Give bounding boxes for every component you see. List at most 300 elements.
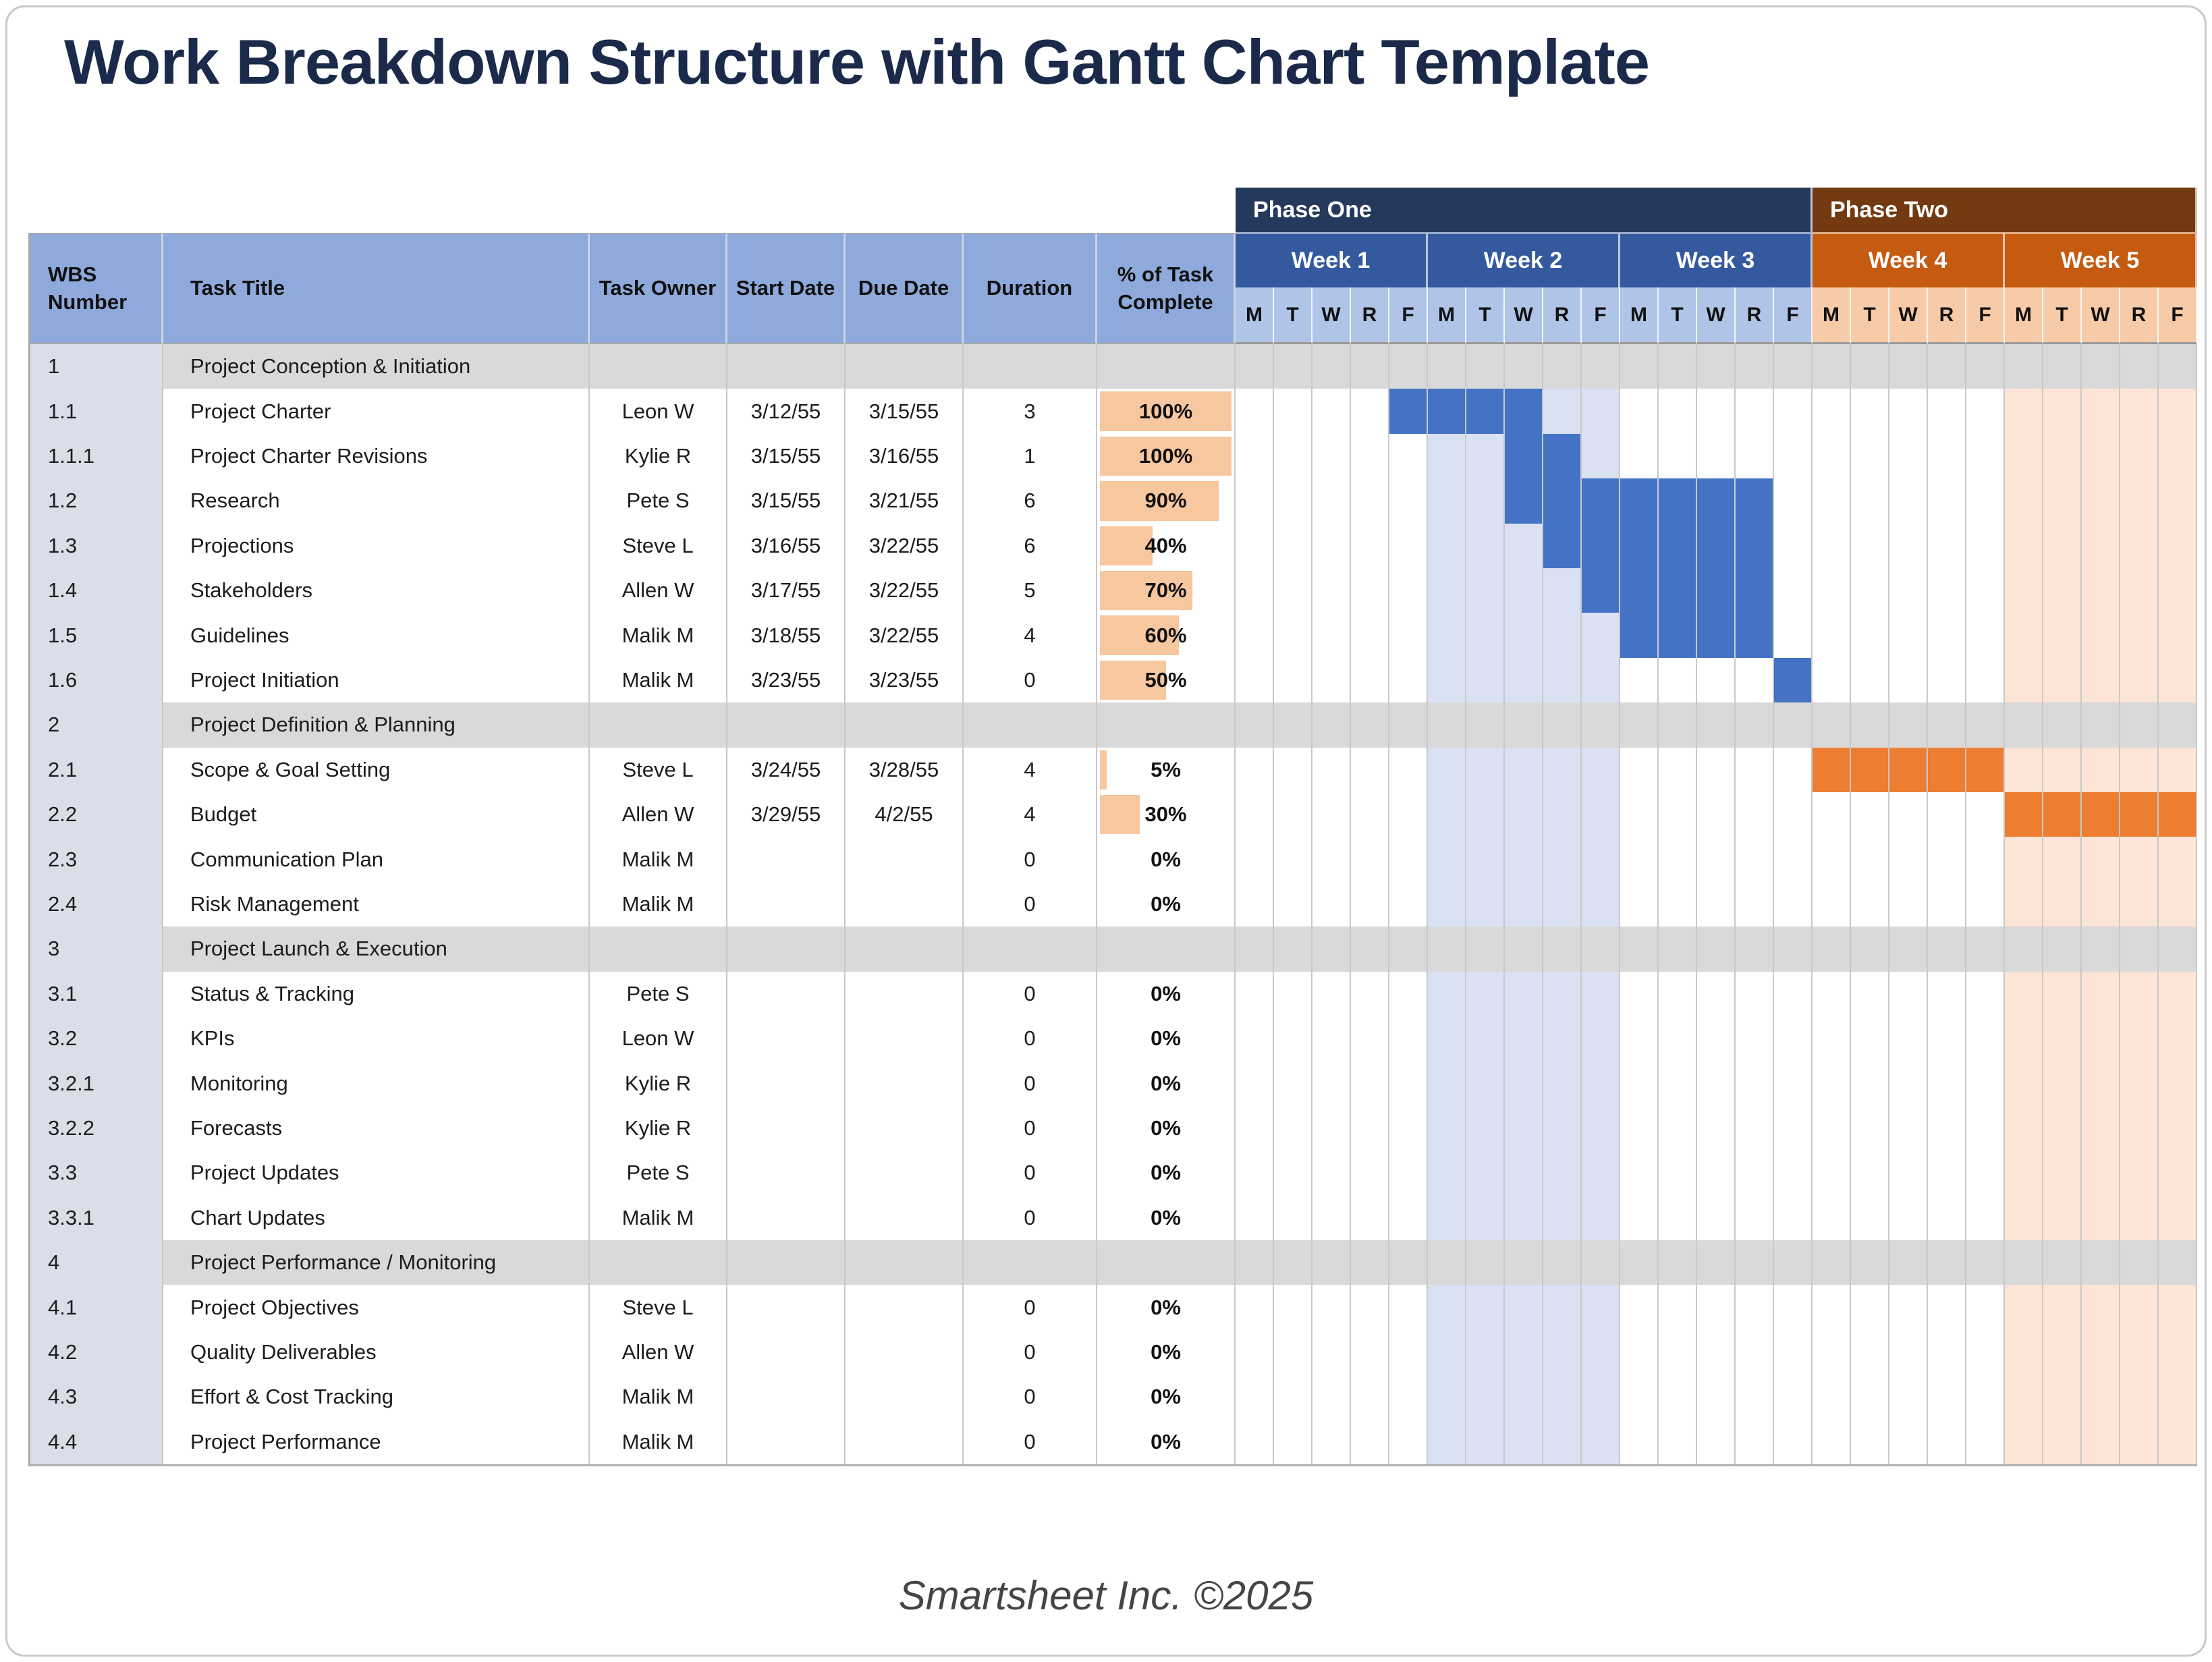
gantt-day-cell[interactable] bbox=[1389, 344, 1428, 389]
gantt-day-cell[interactable] bbox=[2082, 1106, 2120, 1151]
gantt-day-cell[interactable] bbox=[1774, 1285, 1813, 1329]
gantt-day-cell[interactable] bbox=[1582, 344, 1620, 389]
gantt-day-cell[interactable] bbox=[1813, 972, 1851, 1016]
gantt-day-cell[interactable] bbox=[1966, 344, 2005, 389]
task-owner-cell[interactable]: Leon W bbox=[590, 1016, 727, 1061]
wbs-cell[interactable]: 4.3 bbox=[28, 1375, 163, 1419]
gantt-day-cell[interactable] bbox=[1620, 1061, 1659, 1105]
gantt-day-cell[interactable] bbox=[1813, 837, 1851, 881]
gantt-day-cell[interactable] bbox=[2082, 1330, 2120, 1375]
gantt-day-cell[interactable] bbox=[1543, 1106, 1582, 1151]
gantt-day-cell[interactable] bbox=[1966, 658, 2005, 702]
gantt-day-cell[interactable] bbox=[2120, 613, 2159, 657]
gantt-day-cell[interactable] bbox=[1697, 1375, 1736, 1419]
gantt-day-cell[interactable] bbox=[1966, 748, 2005, 792]
task-title-cell[interactable]: Effort & Cost Tracking bbox=[163, 1375, 590, 1419]
gantt-day-cell[interactable] bbox=[2120, 748, 2159, 792]
wbs-cell[interactable]: 1 bbox=[28, 344, 163, 389]
gantt-day-cell[interactable] bbox=[1351, 837, 1389, 881]
gantt-day-cell[interactable] bbox=[1389, 882, 1428, 926]
gantt-day-cell[interactable] bbox=[1774, 1420, 1813, 1464]
duration-cell[interactable]: 0 bbox=[964, 1375, 1097, 1419]
wbs-cell[interactable]: 3.2 bbox=[28, 1016, 163, 1061]
gantt-day-cell[interactable] bbox=[1620, 613, 1659, 657]
gantt-day-cell[interactable] bbox=[1428, 1151, 1466, 1195]
gantt-day-cell[interactable] bbox=[2082, 837, 2120, 881]
task-owner-cell[interactable]: Allen W bbox=[590, 792, 727, 837]
start-date-cell[interactable]: 3/15/55 bbox=[727, 478, 846, 523]
gantt-day-cell[interactable] bbox=[1351, 702, 1389, 747]
gantt-day-cell[interactable] bbox=[1543, 702, 1582, 747]
gantt-day-cell[interactable] bbox=[1928, 613, 1966, 657]
gantt-day-cell[interactable] bbox=[1274, 1240, 1312, 1285]
gantt-day-cell[interactable] bbox=[1851, 344, 1889, 389]
gantt-day-cell[interactable] bbox=[1582, 1016, 1620, 1061]
task-owner-cell[interactable]: Steve L bbox=[590, 748, 727, 792]
gantt-day-cell[interactable] bbox=[1659, 524, 1697, 568]
gantt-day-cell[interactable] bbox=[1389, 434, 1428, 478]
task-owner-cell[interactable] bbox=[590, 702, 727, 747]
gantt-day-cell[interactable] bbox=[1736, 478, 1774, 523]
gantt-day-cell[interactable] bbox=[1774, 434, 1813, 478]
gantt-day-cell[interactable] bbox=[1736, 748, 1774, 792]
gantt-day-cell[interactable] bbox=[1813, 1240, 1851, 1285]
task-title-cell[interactable]: Project Launch & Execution bbox=[163, 926, 590, 971]
gantt-day-cell[interactable] bbox=[1966, 1016, 2005, 1061]
gantt-day-cell[interactable] bbox=[2005, 524, 2043, 568]
gantt-day-cell[interactable] bbox=[2159, 524, 2197, 568]
pct-complete-cell[interactable] bbox=[1097, 1330, 1236, 1375]
gantt-day-cell[interactable] bbox=[1966, 837, 2005, 881]
gantt-day-cell[interactable] bbox=[1351, 344, 1389, 389]
gantt-day-cell[interactable] bbox=[1697, 1330, 1736, 1375]
gantt-day-cell[interactable] bbox=[1236, 434, 1274, 478]
gantt-day-cell[interactable] bbox=[1966, 434, 2005, 478]
gantt-day-cell[interactable] bbox=[1466, 478, 1505, 523]
gantt-day-cell[interactable] bbox=[1966, 1285, 2005, 1329]
start-date-cell[interactable] bbox=[727, 344, 846, 389]
gantt-day-cell[interactable] bbox=[2005, 1106, 2043, 1151]
start-date-cell[interactable] bbox=[727, 972, 846, 1016]
gantt-day-cell[interactable] bbox=[1620, 1151, 1659, 1195]
gantt-day-cell[interactable] bbox=[1428, 1420, 1466, 1464]
gantt-day-cell[interactable] bbox=[2159, 1151, 2197, 1195]
gantt-day-cell[interactable] bbox=[1620, 882, 1659, 926]
gantt-day-cell[interactable] bbox=[1774, 748, 1813, 792]
duration-cell[interactable]: 0 bbox=[964, 1106, 1097, 1151]
gantt-day-cell[interactable] bbox=[1851, 389, 1889, 433]
gantt-day-cell[interactable] bbox=[1543, 613, 1582, 657]
due-date-cell[interactable] bbox=[846, 344, 964, 389]
gantt-day-cell[interactable] bbox=[1928, 1151, 1966, 1195]
gantt-day-cell[interactable] bbox=[2159, 1285, 2197, 1329]
gantt-day-cell[interactable] bbox=[2159, 882, 2197, 926]
gantt-day-cell[interactable] bbox=[1543, 926, 1582, 971]
gantt-day-cell[interactable] bbox=[1582, 1196, 1620, 1240]
due-date-cell[interactable] bbox=[846, 1285, 964, 1329]
gantt-day-cell[interactable] bbox=[1736, 1420, 1774, 1464]
due-date-cell[interactable] bbox=[846, 1016, 964, 1061]
gantt-day-cell[interactable] bbox=[1466, 1240, 1505, 1285]
gantt-day-cell[interactable] bbox=[1620, 389, 1659, 433]
gantt-day-cell[interactable] bbox=[1582, 434, 1620, 478]
gantt-day-cell[interactable] bbox=[2082, 344, 2120, 389]
gantt-day-cell[interactable] bbox=[1966, 792, 2005, 837]
gantt-day-cell[interactable] bbox=[1736, 658, 1774, 702]
start-date-cell[interactable] bbox=[727, 837, 846, 881]
gantt-day-cell[interactable] bbox=[1774, 882, 1813, 926]
gantt-day-cell[interactable] bbox=[1813, 434, 1851, 478]
gantt-day-cell[interactable] bbox=[1620, 1016, 1659, 1061]
gantt-day-cell[interactable] bbox=[1428, 434, 1466, 478]
gantt-day-cell[interactable] bbox=[2159, 1016, 2197, 1061]
gantt-day-cell[interactable] bbox=[1889, 1151, 1928, 1195]
task-owner-cell[interactable]: Malik M bbox=[590, 837, 727, 881]
gantt-day-cell[interactable] bbox=[1889, 658, 1928, 702]
gantt-day-cell[interactable] bbox=[1428, 658, 1466, 702]
gantt-day-cell[interactable] bbox=[1889, 1420, 1928, 1464]
gantt-day-cell[interactable] bbox=[1466, 1330, 1505, 1375]
duration-cell[interactable]: 4 bbox=[964, 748, 1097, 792]
gantt-day-cell[interactable] bbox=[1736, 792, 1774, 837]
gantt-day-cell[interactable] bbox=[1813, 613, 1851, 657]
gantt-day-cell[interactable] bbox=[1312, 972, 1351, 1016]
task-title-cell[interactable]: Communication Plan bbox=[163, 837, 590, 881]
gantt-day-cell[interactable] bbox=[1582, 926, 1620, 971]
gantt-day-cell[interactable] bbox=[1543, 882, 1582, 926]
gantt-day-cell[interactable] bbox=[1966, 882, 2005, 926]
gantt-day-cell[interactable] bbox=[2159, 1240, 2197, 1285]
task-owner-cell[interactable]: Steve L bbox=[590, 1285, 727, 1329]
gantt-day-cell[interactable] bbox=[1851, 1061, 1889, 1105]
gantt-day-cell[interactable] bbox=[1312, 926, 1351, 971]
gantt-day-cell[interactable] bbox=[1428, 1016, 1466, 1061]
gantt-day-cell[interactable] bbox=[1466, 1285, 1505, 1329]
gantt-day-cell[interactable] bbox=[1312, 478, 1351, 523]
gantt-day-cell[interactable] bbox=[1505, 658, 1543, 702]
gantt-day-cell[interactable] bbox=[1889, 613, 1928, 657]
gantt-day-cell[interactable] bbox=[1351, 1240, 1389, 1285]
wbs-cell[interactable]: 1.1 bbox=[28, 389, 163, 433]
gantt-day-cell[interactable] bbox=[1813, 1106, 1851, 1151]
gantt-day-cell[interactable] bbox=[1428, 1240, 1466, 1285]
gantt-day-cell[interactable] bbox=[1851, 658, 1889, 702]
gantt-day-cell[interactable] bbox=[1928, 1330, 1966, 1375]
gantt-day-cell[interactable] bbox=[1582, 1106, 1620, 1151]
gantt-day-cell[interactable] bbox=[1351, 613, 1389, 657]
gantt-day-cell[interactable] bbox=[1966, 972, 2005, 1016]
gantt-day-cell[interactable] bbox=[2043, 1106, 2082, 1151]
gantt-day-cell[interactable] bbox=[1312, 1375, 1351, 1419]
gantt-day-cell[interactable] bbox=[2082, 1061, 2120, 1105]
gantt-day-cell[interactable] bbox=[1236, 837, 1274, 881]
duration-cell[interactable]: 1 bbox=[964, 434, 1097, 478]
gantt-day-cell[interactable] bbox=[1620, 434, 1659, 478]
gantt-day-cell[interactable] bbox=[1813, 1151, 1851, 1195]
gantt-day-cell[interactable] bbox=[1505, 1061, 1543, 1105]
gantt-day-cell[interactable] bbox=[2159, 613, 2197, 657]
gantt-day-cell[interactable] bbox=[2159, 1330, 2197, 1375]
gantt-day-cell[interactable] bbox=[2005, 926, 2043, 971]
gantt-day-cell[interactable] bbox=[1428, 926, 1466, 971]
gantt-day-cell[interactable] bbox=[2043, 1375, 2082, 1419]
gantt-day-cell[interactable] bbox=[1928, 658, 1966, 702]
gantt-day-cell[interactable] bbox=[1928, 1240, 1966, 1285]
gantt-day-cell[interactable] bbox=[1543, 1151, 1582, 1195]
gantt-day-cell[interactable] bbox=[1351, 1106, 1389, 1151]
gantt-day-cell[interactable] bbox=[1543, 1196, 1582, 1240]
gantt-day-cell[interactable] bbox=[1697, 1420, 1736, 1464]
gantt-day-cell[interactable] bbox=[1774, 1016, 1813, 1061]
gantt-day-cell[interactable] bbox=[1428, 1061, 1466, 1105]
gantt-day-cell[interactable] bbox=[2082, 972, 2120, 1016]
gantt-day-cell[interactable] bbox=[1659, 389, 1697, 433]
gantt-day-cell[interactable] bbox=[1543, 389, 1582, 433]
gantt-day-cell[interactable] bbox=[1543, 1330, 1582, 1375]
task-title-cell[interactable]: Project Updates bbox=[163, 1151, 590, 1195]
gantt-day-cell[interactable] bbox=[1813, 1016, 1851, 1061]
gantt-day-cell[interactable] bbox=[1659, 1420, 1697, 1464]
gantt-day-cell[interactable] bbox=[2005, 658, 2043, 702]
gantt-day-cell[interactable] bbox=[1966, 478, 2005, 523]
task-title-cell[interactable]: Risk Management bbox=[163, 882, 590, 926]
gantt-day-cell[interactable] bbox=[1889, 1285, 1928, 1329]
gantt-day-cell[interactable] bbox=[1774, 926, 1813, 971]
gantt-day-cell[interactable] bbox=[1351, 1285, 1389, 1329]
gantt-day-cell[interactable] bbox=[2005, 1420, 2043, 1464]
gantt-day-cell[interactable] bbox=[2043, 389, 2082, 433]
gantt-day-cell[interactable] bbox=[1736, 1196, 1774, 1240]
due-date-cell[interactable] bbox=[846, 837, 964, 881]
gantt-day-cell[interactable] bbox=[2005, 1285, 2043, 1329]
gantt-day-cell[interactable] bbox=[1505, 344, 1543, 389]
gantt-day-cell[interactable] bbox=[2005, 882, 2043, 926]
gantt-day-cell[interactable] bbox=[1505, 434, 1543, 478]
pct-complete-cell[interactable] bbox=[1097, 613, 1236, 657]
gantt-day-cell[interactable] bbox=[1659, 1151, 1697, 1195]
gantt-day-cell[interactable] bbox=[2120, 478, 2159, 523]
gantt-day-cell[interactable] bbox=[1736, 882, 1774, 926]
gantt-day-cell[interactable] bbox=[2082, 702, 2120, 747]
gantt-day-cell[interactable] bbox=[1428, 972, 1466, 1016]
start-date-cell[interactable] bbox=[727, 882, 846, 926]
wbs-cell[interactable]: 3.1 bbox=[28, 972, 163, 1016]
gantt-day-cell[interactable] bbox=[1428, 1330, 1466, 1375]
task-title-cell[interactable]: Project Performance / Monitoring bbox=[163, 1240, 590, 1285]
gantt-day-cell[interactable] bbox=[1505, 1016, 1543, 1061]
gantt-day-cell[interactable] bbox=[1466, 882, 1505, 926]
gantt-day-cell[interactable] bbox=[1889, 972, 1928, 1016]
task-owner-cell[interactable] bbox=[590, 344, 727, 389]
gantt-day-cell[interactable] bbox=[2005, 1330, 2043, 1375]
gantt-day-cell[interactable] bbox=[1389, 568, 1428, 613]
gantt-day-cell[interactable] bbox=[1351, 792, 1389, 837]
gantt-day-cell[interactable] bbox=[1736, 389, 1774, 433]
gantt-day-cell[interactable] bbox=[2082, 478, 2120, 523]
gantt-day-cell[interactable] bbox=[1928, 434, 1966, 478]
gantt-day-cell[interactable] bbox=[1928, 1285, 1966, 1329]
gantt-day-cell[interactable] bbox=[1813, 1330, 1851, 1375]
gantt-day-cell[interactable] bbox=[1543, 748, 1582, 792]
gantt-day-cell[interactable] bbox=[1466, 658, 1505, 702]
gantt-day-cell[interactable] bbox=[1274, 972, 1312, 1016]
gantt-day-cell[interactable] bbox=[1505, 1240, 1543, 1285]
gantt-day-cell[interactable] bbox=[1659, 926, 1697, 971]
gantt-day-cell[interactable] bbox=[2082, 1240, 2120, 1285]
gantt-day-cell[interactable] bbox=[1620, 568, 1659, 613]
gantt-day-cell[interactable] bbox=[1389, 926, 1428, 971]
due-date-cell[interactable] bbox=[846, 1420, 964, 1464]
gantt-day-cell[interactable] bbox=[1505, 1151, 1543, 1195]
gantt-day-cell[interactable] bbox=[1582, 658, 1620, 702]
gantt-day-cell[interactable] bbox=[1928, 1420, 1966, 1464]
task-owner-cell[interactable]: Pete S bbox=[590, 478, 727, 523]
wbs-cell[interactable]: 3.2.1 bbox=[28, 1061, 163, 1105]
gantt-day-cell[interactable] bbox=[1428, 1285, 1466, 1329]
gantt-day-cell[interactable] bbox=[1851, 613, 1889, 657]
gantt-day-cell[interactable] bbox=[1389, 792, 1428, 837]
duration-cell[interactable]: 6 bbox=[964, 524, 1097, 568]
gantt-day-cell[interactable] bbox=[2043, 882, 2082, 926]
start-date-cell[interactable] bbox=[727, 1061, 846, 1105]
gantt-day-cell[interactable] bbox=[1582, 1061, 1620, 1105]
start-date-cell[interactable]: 3/24/55 bbox=[727, 748, 846, 792]
gantt-day-cell[interactable] bbox=[1697, 389, 1736, 433]
duration-cell[interactable]: 0 bbox=[964, 1151, 1097, 1195]
gantt-day-cell[interactable] bbox=[1236, 926, 1274, 971]
task-owner-cell[interactable]: Malik M bbox=[590, 882, 727, 926]
gantt-day-cell[interactable] bbox=[1389, 1016, 1428, 1061]
gantt-day-cell[interactable] bbox=[2159, 434, 2197, 478]
gantt-day-cell[interactable] bbox=[1274, 1375, 1312, 1419]
task-owner-cell[interactable]: Malik M bbox=[590, 1420, 727, 1464]
gantt-day-cell[interactable] bbox=[1659, 882, 1697, 926]
gantt-day-cell[interactable] bbox=[1659, 1240, 1697, 1285]
gantt-day-cell[interactable] bbox=[1466, 524, 1505, 568]
gantt-day-cell[interactable] bbox=[1774, 524, 1813, 568]
gantt-day-cell[interactable] bbox=[1543, 1240, 1582, 1285]
gantt-day-cell[interactable] bbox=[1312, 434, 1351, 478]
gantt-day-cell[interactable] bbox=[1312, 1420, 1351, 1464]
pct-complete-cell[interactable] bbox=[1097, 1106, 1236, 1151]
gantt-day-cell[interactable] bbox=[1813, 389, 1851, 433]
wbs-cell[interactable]: 1.6 bbox=[28, 658, 163, 702]
due-date-cell[interactable] bbox=[846, 702, 964, 747]
gantt-day-cell[interactable] bbox=[2043, 1330, 2082, 1375]
gantt-day-cell[interactable] bbox=[1774, 972, 1813, 1016]
gantt-day-cell[interactable] bbox=[1312, 389, 1351, 433]
gantt-day-cell[interactable] bbox=[2120, 1106, 2159, 1151]
gantt-day-cell[interactable] bbox=[1389, 1420, 1428, 1464]
gantt-day-cell[interactable] bbox=[2120, 344, 2159, 389]
gantt-day-cell[interactable] bbox=[1274, 1285, 1312, 1329]
gantt-day-cell[interactable] bbox=[1736, 1061, 1774, 1105]
pct-complete-cell[interactable] bbox=[1097, 658, 1236, 702]
gantt-day-cell[interactable] bbox=[1620, 1196, 1659, 1240]
gantt-day-cell[interactable] bbox=[1543, 1016, 1582, 1061]
gantt-day-cell[interactable] bbox=[1851, 1196, 1889, 1240]
gantt-day-cell[interactable] bbox=[1966, 613, 2005, 657]
due-date-cell[interactable] bbox=[846, 1196, 964, 1240]
gantt-day-cell[interactable] bbox=[1466, 1061, 1505, 1105]
pct-complete-cell[interactable] bbox=[1097, 434, 1236, 478]
gantt-day-cell[interactable] bbox=[1274, 837, 1312, 881]
gantt-day-cell[interactable] bbox=[1813, 748, 1851, 792]
gantt-day-cell[interactable] bbox=[1736, 613, 1774, 657]
gantt-day-cell[interactable] bbox=[1274, 1196, 1312, 1240]
gantt-day-cell[interactable] bbox=[1466, 1375, 1505, 1419]
gantt-day-cell[interactable] bbox=[1274, 524, 1312, 568]
gantt-day-cell[interactable] bbox=[1428, 1106, 1466, 1151]
gantt-day-cell[interactable] bbox=[1236, 1375, 1274, 1419]
gantt-day-cell[interactable] bbox=[1851, 702, 1889, 747]
gantt-day-cell[interactable] bbox=[1428, 1196, 1466, 1240]
gantt-day-cell[interactable] bbox=[1966, 1375, 2005, 1419]
gantt-day-cell[interactable] bbox=[2082, 658, 2120, 702]
task-title-cell[interactable]: Project Charter bbox=[163, 389, 590, 433]
gantt-day-cell[interactable] bbox=[2005, 613, 2043, 657]
start-date-cell[interactable] bbox=[727, 1285, 846, 1329]
task-owner-cell[interactable]: Kylie R bbox=[590, 434, 727, 478]
gantt-day-cell[interactable] bbox=[1466, 568, 1505, 613]
duration-cell[interactable] bbox=[964, 702, 1097, 747]
gantt-day-cell[interactable] bbox=[1505, 792, 1543, 837]
wbs-cell[interactable]: 2 bbox=[28, 702, 163, 747]
pct-complete-cell[interactable] bbox=[1097, 926, 1236, 971]
gantt-day-cell[interactable] bbox=[2005, 1240, 2043, 1285]
gantt-day-cell[interactable] bbox=[1428, 389, 1466, 433]
gantt-day-cell[interactable] bbox=[1543, 568, 1582, 613]
gantt-day-cell[interactable] bbox=[1351, 1016, 1389, 1061]
wbs-cell[interactable]: 1.5 bbox=[28, 613, 163, 657]
gantt-day-cell[interactable] bbox=[1889, 1330, 1928, 1375]
gantt-day-cell[interactable] bbox=[1736, 926, 1774, 971]
gantt-day-cell[interactable] bbox=[2120, 1375, 2159, 1419]
gantt-day-cell[interactable] bbox=[1389, 1151, 1428, 1195]
gantt-day-cell[interactable] bbox=[1466, 1106, 1505, 1151]
gantt-day-cell[interactable] bbox=[1505, 1285, 1543, 1329]
gantt-day-cell[interactable] bbox=[1736, 344, 1774, 389]
gantt-day-cell[interactable] bbox=[1236, 1240, 1274, 1285]
gantt-day-cell[interactable] bbox=[2159, 926, 2197, 971]
pct-complete-cell[interactable] bbox=[1097, 1061, 1236, 1105]
gantt-day-cell[interactable] bbox=[1389, 1240, 1428, 1285]
gantt-day-cell[interactable] bbox=[2043, 613, 2082, 657]
task-title-cell[interactable]: Forecasts bbox=[163, 1106, 590, 1151]
gantt-day-cell[interactable] bbox=[1889, 1196, 1928, 1240]
gantt-day-cell[interactable] bbox=[2005, 478, 2043, 523]
task-title-cell[interactable]: Project Definition & Planning bbox=[163, 702, 590, 747]
gantt-day-cell[interactable] bbox=[1351, 1151, 1389, 1195]
gantt-day-cell[interactable] bbox=[1274, 344, 1312, 389]
duration-cell[interactable]: 0 bbox=[964, 1285, 1097, 1329]
gantt-day-cell[interactable] bbox=[1659, 1330, 1697, 1375]
task-title-cell[interactable]: Quality Deliverables bbox=[163, 1330, 590, 1375]
gantt-day-cell[interactable] bbox=[1274, 1420, 1312, 1464]
gantt-day-cell[interactable] bbox=[1851, 1016, 1889, 1061]
gantt-day-cell[interactable] bbox=[1774, 344, 1813, 389]
task-owner-cell[interactable]: Malik M bbox=[590, 658, 727, 702]
gantt-day-cell[interactable] bbox=[1928, 1016, 1966, 1061]
duration-cell[interactable]: 0 bbox=[964, 1420, 1097, 1464]
gantt-day-cell[interactable] bbox=[1697, 658, 1736, 702]
gantt-day-cell[interactable] bbox=[2082, 792, 2120, 837]
gantt-day-cell[interactable] bbox=[1620, 658, 1659, 702]
gantt-day-cell[interactable] bbox=[1697, 837, 1736, 881]
gantt-day-cell[interactable] bbox=[2120, 1285, 2159, 1329]
gantt-day-cell[interactable] bbox=[2159, 1061, 2197, 1105]
gantt-day-cell[interactable] bbox=[1428, 478, 1466, 523]
